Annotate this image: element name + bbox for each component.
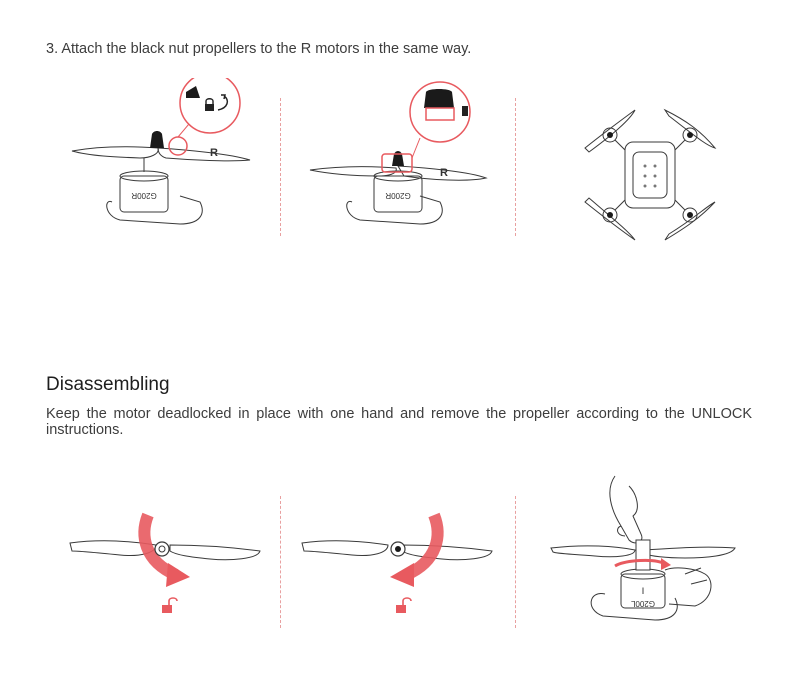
figure-attach-propeller-nut bbox=[300, 78, 500, 238]
section-paragraph: Keep the motor deadlocked in place with one hand and remove the propeller according to the UNLOCK instructions. bbox=[46, 406, 752, 438]
separator bbox=[515, 98, 516, 236]
motor-label: G200L bbox=[630, 599, 656, 608]
figure-drone-top-view bbox=[575, 100, 725, 250]
motor-label: G200R bbox=[131, 191, 157, 200]
figure-attach-propeller-lock bbox=[60, 78, 260, 238]
figure-remove-propeller-left bbox=[60, 505, 270, 625]
separator bbox=[280, 98, 281, 236]
motor-mark: I bbox=[641, 586, 645, 596]
figure-hold-motor-unscrew bbox=[545, 470, 745, 640]
section-heading: Disassembling bbox=[46, 374, 170, 395]
figure-remove-propeller-right bbox=[292, 505, 502, 625]
prop-r-label: R bbox=[440, 167, 448, 179]
separator bbox=[280, 496, 281, 628]
unlock-icon bbox=[396, 598, 411, 613]
step-3-instruction: 3. Attach the black nut propellers to the R motors in the same way. bbox=[46, 41, 472, 57]
unlock-icon bbox=[162, 598, 177, 613]
separator bbox=[515, 496, 516, 628]
motor-label: G200R bbox=[385, 191, 411, 200]
prop-r-label: R bbox=[210, 147, 218, 159]
